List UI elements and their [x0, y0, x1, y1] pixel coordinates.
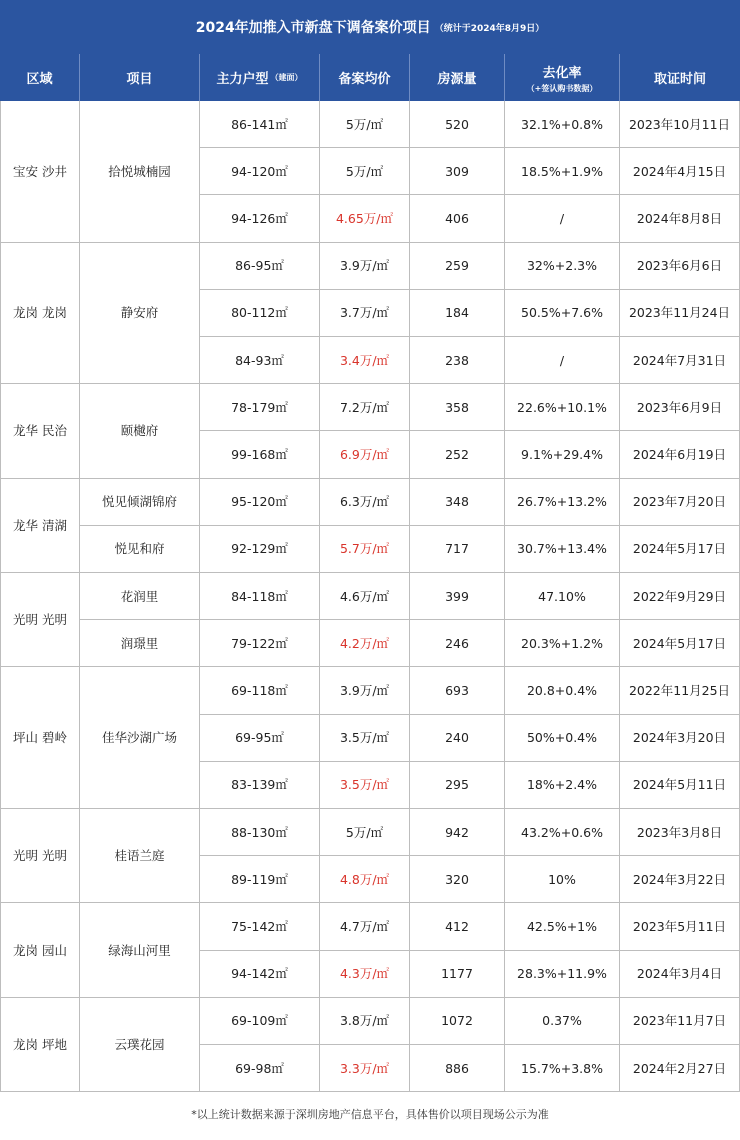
supply-cell: 942	[410, 809, 505, 856]
unit-size-cell: 69-118㎡	[200, 667, 320, 714]
supply-cell: 348	[410, 479, 505, 526]
sell-through-cell: 10%	[505, 856, 620, 903]
column-header-supply	[410, 54, 505, 101]
sell-through-cell: 0.37%	[505, 998, 620, 1045]
sell-through-cell: 32.1%+0.8%	[505, 101, 620, 148]
sell-through-cell: 20.3%+1.2%	[505, 620, 620, 667]
area-cell: 宝安 沙井	[0, 101, 80, 243]
price-cell: 4.65万/㎡	[320, 195, 410, 242]
price-cell: 5万/㎡	[320, 101, 410, 148]
project-cell: 花润里	[80, 573, 200, 620]
column-header-note: （建面）	[270, 73, 303, 82]
unit-size-cell: 80-112㎡	[200, 290, 320, 337]
price-cell: 4.2万/㎡	[320, 620, 410, 667]
area-cell: 龙岗 龙岗	[0, 243, 80, 385]
area-cell: 龙岗 园山	[0, 903, 80, 997]
price-cell: 3.9万/㎡	[320, 667, 410, 714]
price-cell: 3.9万/㎡	[320, 243, 410, 290]
column-header-unit	[200, 54, 320, 101]
column-header-project	[80, 54, 200, 101]
project-cell: 悦见倾湖锦府	[80, 479, 200, 526]
project-cell: 佳华沙湖广场	[80, 667, 200, 809]
column-header-label: 房源量	[437, 72, 477, 87]
column-header-area	[0, 54, 80, 101]
supply-cell: 1072	[410, 998, 505, 1045]
sell-through-cell: 42.5%+1%	[505, 903, 620, 950]
column-header-label: 项目	[126, 72, 153, 87]
supply-cell: 238	[410, 337, 505, 384]
license-date-cell: 2023年5月11日	[620, 903, 740, 950]
unit-size-cell: 86-95㎡	[200, 243, 320, 290]
sell-through-cell: 15.7%+3.8%	[505, 1045, 620, 1092]
area-cell: 光明 光明	[0, 809, 80, 903]
sell-through-cell: 18.5%+1.9%	[505, 148, 620, 195]
project-cell: 静安府	[80, 243, 200, 385]
license-date-cell: 2024年4月15日	[620, 148, 740, 195]
column-header-label: 备案均价	[338, 72, 391, 87]
sell-through-cell: 47.10%	[505, 573, 620, 620]
project-cell: 颐樾府	[80, 384, 200, 478]
license-date-cell: 2024年5月11日	[620, 762, 740, 809]
sell-through-cell: 50.5%+7.6%	[505, 290, 620, 337]
license-date-cell: 2023年11月24日	[620, 290, 740, 337]
supply-cell: 406	[410, 195, 505, 242]
license-date-cell: 2024年2月27日	[620, 1045, 740, 1092]
area-cell: 龙华 清湖	[0, 479, 80, 573]
supply-cell: 184	[410, 290, 505, 337]
license-date-cell: 2022年11月25日	[620, 667, 740, 714]
title-sub: （统计于2024年8月9日）	[434, 23, 545, 34]
column-header-note: （+签认购书数据）	[526, 83, 598, 93]
price-cell: 4.8万/㎡	[320, 856, 410, 903]
license-date-cell: 2024年7月31日	[620, 337, 740, 384]
sell-through-cell: /	[505, 195, 620, 242]
license-date-cell: 2023年6月6日	[620, 243, 740, 290]
sell-through-cell: 9.1%+29.4%	[505, 431, 620, 478]
supply-cell: 693	[410, 667, 505, 714]
unit-size-cell: 79-122㎡	[200, 620, 320, 667]
price-cell: 4.6万/㎡	[320, 573, 410, 620]
license-date-cell: 2023年7月20日	[620, 479, 740, 526]
area-cell: 龙华 民治	[0, 384, 80, 478]
column-header-rate	[505, 54, 620, 101]
price-cell: 3.5万/㎡	[320, 762, 410, 809]
unit-size-cell: 94-142㎡	[200, 951, 320, 998]
price-cell: 5.7万/㎡	[320, 526, 410, 573]
column-header-date	[620, 54, 740, 101]
price-cell: 3.5万/㎡	[320, 715, 410, 762]
license-date-cell: 2024年8月8日	[620, 195, 740, 242]
column-header-label: 取证时间	[653, 72, 706, 87]
supply-cell: 399	[410, 573, 505, 620]
license-date-cell: 2024年3月4日	[620, 951, 740, 998]
project-cell: 云璞花园	[80, 998, 200, 1092]
unit-size-cell: 89-119㎡	[200, 856, 320, 903]
sell-through-cell: 20.8+0.4%	[505, 667, 620, 714]
unit-size-cell: 75-142㎡	[200, 903, 320, 950]
sell-through-cell: 18%+2.4%	[505, 762, 620, 809]
supply-cell: 246	[410, 620, 505, 667]
project-cell: 悦见和府	[80, 526, 200, 573]
price-cell: 6.3万/㎡	[320, 479, 410, 526]
unit-size-cell: 94-120㎡	[200, 148, 320, 195]
project-cell: 桂语兰庭	[80, 809, 200, 903]
column-header-label: 去化率	[542, 65, 582, 81]
unit-size-cell: 84-118㎡	[200, 573, 320, 620]
price-cell: 5万/㎡	[320, 809, 410, 856]
sell-through-cell: 28.3%+11.9%	[505, 951, 620, 998]
supply-cell: 252	[410, 431, 505, 478]
unit-size-cell: 84-93㎡	[200, 337, 320, 384]
column-header-label: 主力户型	[216, 72, 269, 87]
project-cell: 润璟里	[80, 620, 200, 667]
area-cell: 坪山 碧岭	[0, 667, 80, 809]
supply-cell: 358	[410, 384, 505, 431]
project-cell: 拾悦城楠园	[80, 101, 200, 243]
license-date-cell: 2023年6月9日	[620, 384, 740, 431]
table-title	[0, 0, 740, 55]
license-date-cell: 2023年10月11日	[620, 101, 740, 148]
supply-cell: 717	[410, 526, 505, 573]
price-cell: 7.2万/㎡	[320, 384, 410, 431]
area-cell: 龙岗 坪地	[0, 998, 80, 1092]
license-date-cell: 2022年9月29日	[620, 573, 740, 620]
unit-size-cell: 83-139㎡	[200, 762, 320, 809]
license-date-cell: 2023年11月7日	[620, 998, 740, 1045]
price-cell: 5万/㎡	[320, 148, 410, 195]
supply-cell: 309	[410, 148, 505, 195]
table-header	[0, 54, 740, 101]
column-header-price	[320, 54, 410, 101]
unit-size-cell: 69-98㎡	[200, 1045, 320, 1092]
license-date-cell: 2024年3月22日	[620, 856, 740, 903]
supply-cell: 1177	[410, 951, 505, 998]
area-cell: 光明 光明	[0, 573, 80, 667]
license-date-cell: 2023年3月8日	[620, 809, 740, 856]
unit-size-cell: 69-95㎡	[200, 715, 320, 762]
supply-cell: 320	[410, 856, 505, 903]
sell-through-cell: /	[505, 337, 620, 384]
unit-size-cell: 95-120㎡	[200, 479, 320, 526]
sell-through-cell: 22.6%+10.1%	[505, 384, 620, 431]
title-main: 2024年加推入市新盘下调备案价项目	[195, 20, 431, 36]
unit-size-cell: 99-168㎡	[200, 431, 320, 478]
license-date-cell: 2024年5月17日	[620, 620, 740, 667]
price-cell: 3.8万/㎡	[320, 998, 410, 1045]
unit-size-cell: 86-141㎡	[200, 101, 320, 148]
sell-through-cell: 32%+2.3%	[505, 243, 620, 290]
license-date-cell: 2024年5月17日	[620, 526, 740, 573]
supply-cell: 295	[410, 762, 505, 809]
supply-cell: 259	[410, 243, 505, 290]
price-cell: 3.4万/㎡	[320, 337, 410, 384]
unit-size-cell: 92-129㎡	[200, 526, 320, 573]
unit-size-cell: 78-179㎡	[200, 384, 320, 431]
sell-through-cell: 30.7%+13.4%	[505, 526, 620, 573]
price-cell: 3.7万/㎡	[320, 290, 410, 337]
price-cell: 4.7万/㎡	[320, 903, 410, 950]
license-date-cell: 2024年6月19日	[620, 431, 740, 478]
supply-cell: 412	[410, 903, 505, 950]
price-cell: 3.3万/㎡	[320, 1045, 410, 1092]
license-date-cell: 2024年3月20日	[620, 715, 740, 762]
sell-through-cell: 50%+0.4%	[505, 715, 620, 762]
price-cell: 4.3万/㎡	[320, 951, 410, 998]
unit-size-cell: 88-130㎡	[200, 809, 320, 856]
supply-cell: 886	[410, 1045, 505, 1092]
unit-size-cell: 69-109㎡	[200, 998, 320, 1045]
supply-cell: 240	[410, 715, 505, 762]
supply-cell: 520	[410, 101, 505, 148]
unit-size-cell: 94-126㎡	[200, 195, 320, 242]
price-cell: 6.9万/㎡	[320, 431, 410, 478]
project-cell: 绿海山河里	[80, 903, 200, 997]
sell-through-cell: 26.7%+13.2%	[505, 479, 620, 526]
footer-note: *以上统计数据来源于深圳房地产信息平台，具体售价以项目现场公示为准	[191, 1108, 549, 1121]
column-header-label: 区域	[26, 72, 53, 87]
sell-through-cell: 43.2%+0.6%	[505, 809, 620, 856]
